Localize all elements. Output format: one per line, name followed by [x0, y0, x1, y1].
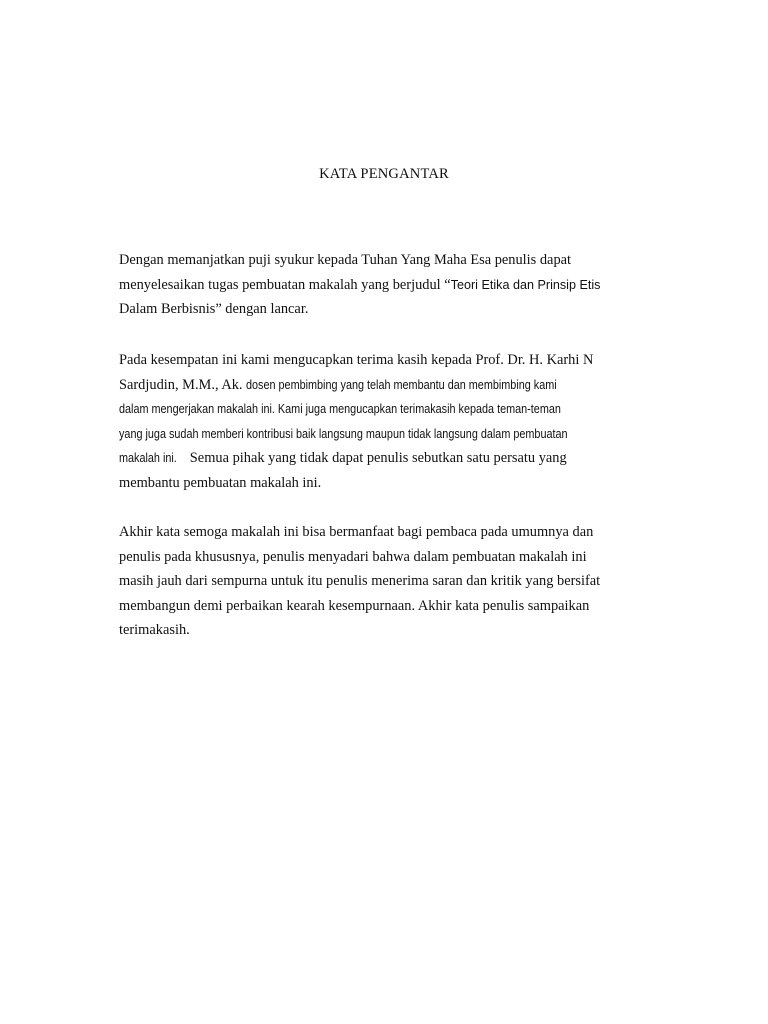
text-run: menyelesaikan tugas pembuatan makalah yang berjudul “ [119, 276, 451, 293]
page-title: KATA PENGANTAR [319, 166, 449, 182]
paragraph-line: Dengan memanjatkan puji syukur kepada Tuhan Yang Maha Esa penulis dapat [119, 252, 572, 268]
text-run: Sardjudin, M.M., Ak. [119, 376, 247, 393]
paragraph-line [119, 422, 679, 447]
text-run-sans: dosen pembimbing yang telah membantu dan membimbing kami [246, 377, 557, 392]
paragraph-line: membangun demi perbaikan kearah kesempurnaan. Akhir kata penulis sampaikan [119, 597, 590, 614]
text-run-sans: makalah ini. [119, 451, 177, 465]
paragraph-line: Akhir kata semoga makalah ini bisa bermanfaat bagi pembaca pada umumnya dan [119, 524, 594, 540]
paragraph-line: penulis pada khususnya, penulis menyadari bahwa dalam pembuatan makalah ini [119, 548, 587, 565]
paragraph-line: terimakasih. [119, 622, 190, 638]
paragraph-line [119, 446, 679, 471]
paragraph-line [119, 397, 679, 422]
paragraph-line [119, 373, 679, 398]
paragraph-intro [119, 248, 679, 322]
paragraph-line [119, 273, 679, 298]
paragraph-line: Dalam Berbisnis” dengan lancar. [119, 301, 309, 317]
paragraph-line: membantu pembuatan makalah ini. [119, 474, 322, 491]
text-run-sans: Teori Etika dan Prinsip Etis [450, 277, 601, 292]
paragraph-thanks [119, 348, 679, 495]
paragraph-closing [119, 520, 679, 643]
text-run: Semua pihak yang tidak dapat penulis sebutkan satu persatu yang [186, 450, 567, 466]
text-run-sans: dalam mengerjakan makalah ini. Kami juga mengucapkan terimakasih kepada teman-teman [119, 402, 561, 416]
paragraph-line: Pada kesempatan ini kami mengucapkan terima kasih kepada Prof. Dr. H. Karhi N [119, 352, 594, 368]
text-run-sans: yang juga sudah memberi kontribusi baik langsung maupun tidak langsung dalam pembuatan [119, 426, 568, 441]
paragraph-line: masih jauh dari sempurna untuk itu penulis menerima saran dan kritik yang bersifat [119, 573, 601, 589]
